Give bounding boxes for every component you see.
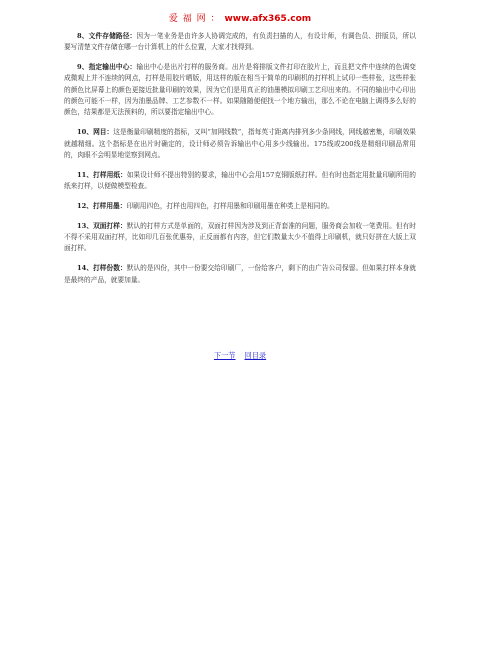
paragraph-term: 8、文件存储路径： [77, 32, 137, 40]
paragraph-term: 9、指定输出中心： [77, 63, 137, 72]
paragraph-text: 印刷用四色，打样也用四色，打样用墨和印刷用墨在种类上是相同的。 [126, 201, 334, 210]
paragraph-term: 13、双面打样： [77, 221, 127, 230]
paragraph-double-sided-proof [64, 221, 416, 255]
site-url-link[interactable]: www.afx365.com [224, 14, 312, 24]
paragraph-output-center [64, 62, 416, 118]
paragraph-screen-ruling [64, 127, 416, 161]
paragraph-term: 10、网目： [77, 128, 114, 137]
site-name: 爱 福 网 ： [168, 14, 221, 24]
paragraph-proof-copies [64, 263, 416, 286]
paragraph-term: 12、打样用墨： [77, 201, 127, 210]
page-navigation [0, 351, 480, 361]
paragraph-text: 如果设计师不提出特别的要求，输出中心会用157克铜版纸打样。但有时也指定用批量印刷所用的纸来打样，以便做模型检查。 [64, 170, 416, 191]
paragraph-proof-paper [64, 170, 416, 193]
paragraph-term: 14、打样份数： [77, 264, 127, 273]
paragraph-text: 因为一笔业务是由许多人协调完成的，有负责扫描的人，有设计师，有调色员、拼版员，所以要写清楚文件存储在哪一台计算机上的什么位置，大家才找得到。 [64, 32, 416, 52]
paragraph-file-storage-path [64, 31, 416, 54]
paragraph-term: 11、打样用纸： [77, 170, 127, 179]
paragraph-text: 这是衡量印刷精度的指标，又叫“加网线数”，指每英寸距离内排列多少条网线，网线越密集，印刷效果就越精细。这个指标是在出片时确定的，设计师必须告诉输出中心用多少线输出。175线或200线是精细印刷品常用的，肉眼不会明显地觉察到网点。 [64, 128, 416, 159]
next-section-link[interactable]: 下一节 [213, 351, 236, 360]
table-of-contents-link[interactable]: 回目录 [244, 351, 267, 360]
paragraph-text: 默认的是四份，其中一份要交给印刷厂，一份给客户，剩下的由广告公司保留。但如果打样本身就是最终的产品，就要加量。 [64, 264, 416, 284]
article-body [64, 31, 416, 295]
paragraph-proof-ink [64, 201, 416, 212]
site-header [0, 11, 480, 24]
paragraph-text: 输出中心是出片打样的服务商。出片是将排版文件打印在胶片上，而且把文件中连续的色调变成微观上并不连续的网点，打样是用胶片晒版，用这样的版在相当于简单的印刷机的打样机上试印一些样张，这些样张的颜色比屏幕上的颜色更接近批量印刷的效果，因为它们是用真正的油墨模拟印刷工艺印出来的。不同的输出中心印出的颜色可能不一样，因为油墨品牌、工艺参数不一样。如果随随便便找一个地方输出，那么不论在电脑上调得多么好的颜色，结果都是无法预料的，所以要指定输出中心。 [64, 63, 416, 117]
paragraph-text: 默认的打样方式是单面的，双面打样因为涉及到正背套准的问题，服务商会加收一笔费用。但有时不得不采用双面打样，比如印几百张优惠券，正反面都有内容，但它们数量太少不值得上印刷机，就只好拼在大版上双面打样。 [64, 221, 416, 253]
